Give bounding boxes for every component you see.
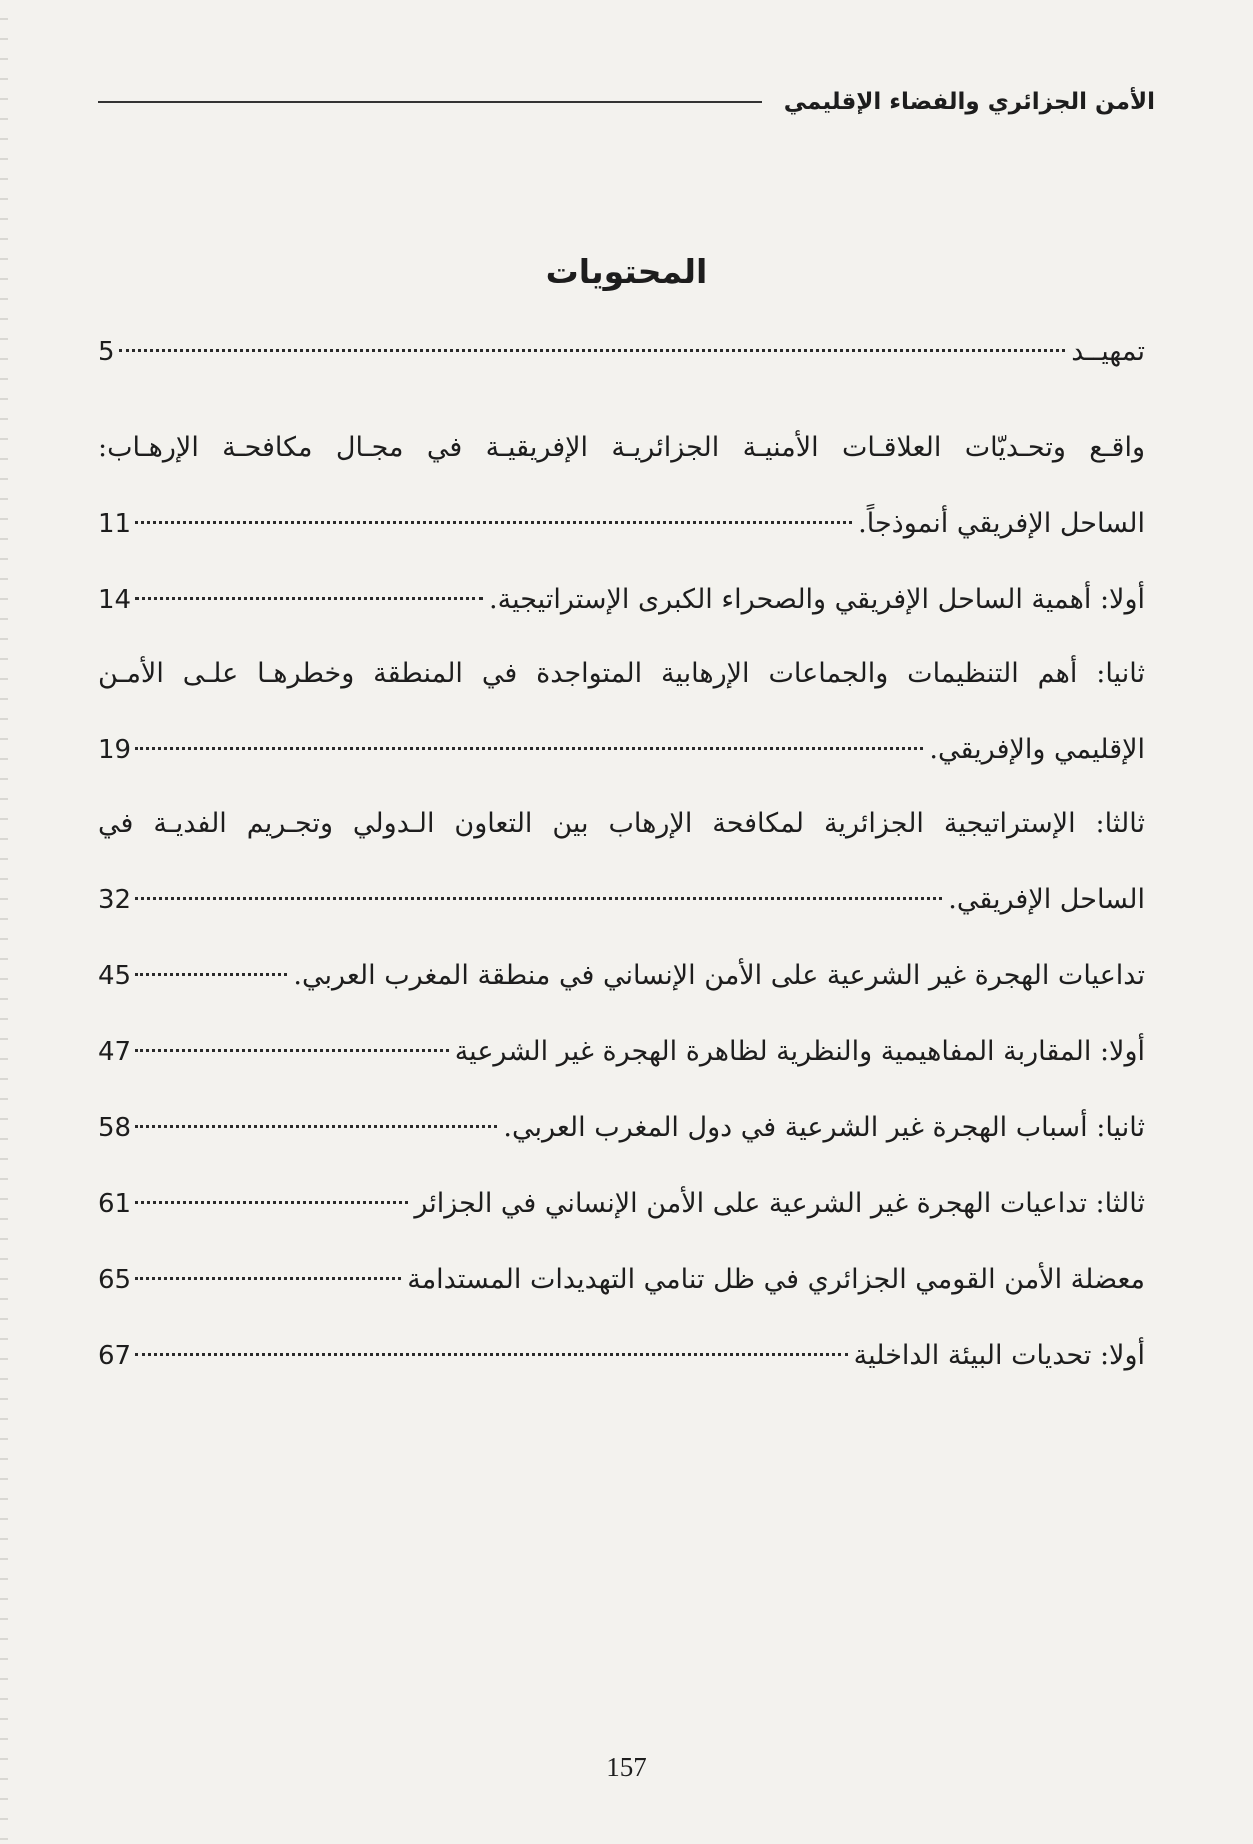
toc-entry-title: تمهيــد — [1071, 336, 1145, 367]
dot-leader — [119, 349, 1066, 352]
toc-heading: المحتويات — [545, 252, 708, 291]
toc-entry-page: 11 — [98, 509, 132, 539]
toc-entry — [98, 654, 1145, 772]
toc-entry-page: 61 — [98, 1189, 132, 1219]
dot-leader — [135, 597, 483, 600]
toc-entry — [98, 578, 1145, 622]
dot-leader — [135, 1125, 497, 1128]
running-header — [98, 82, 1155, 122]
dot-leader — [135, 1277, 401, 1280]
toc-entry — [98, 330, 1145, 374]
toc-entry-page: 67 — [98, 1341, 132, 1371]
toc-entry — [98, 1258, 1145, 1302]
toc-line — [98, 728, 1145, 772]
toc-entry-page: 14 — [98, 585, 132, 615]
toc-line — [98, 1030, 1145, 1074]
toc-line — [98, 878, 1145, 922]
dot-leader — [135, 973, 287, 976]
toc-entry-title: ثالثا: تداعيات الهجرة غير الشرعية على الأمن الإنساني في الجزائر — [414, 1188, 1145, 1219]
toc-entry-page: 65 — [98, 1265, 132, 1295]
table-of-contents — [98, 330, 1145, 1410]
toc-entry — [98, 1030, 1145, 1074]
toc-entry-title: أولا: تحديات البيئة الداخلية — [853, 1340, 1145, 1371]
toc-line — [98, 1182, 1145, 1226]
toc-entry-title: معضلة الأمن القومي الجزائري في ظل تنامي التهديدات المستدامة — [407, 1264, 1145, 1295]
dot-leader — [135, 521, 852, 524]
toc-entry — [98, 1106, 1145, 1150]
page-number: 157 — [606, 1752, 647, 1782]
toc-line — [98, 1334, 1145, 1378]
toc-entry-title: الساحل الإفريقي أنموذجاً. — [858, 508, 1145, 539]
toc-line — [98, 1106, 1145, 1150]
toc-line — [98, 502, 1145, 546]
toc-entry-title: الساحل الإفريقي. — [948, 884, 1145, 915]
toc-entry-title: أولا: أهمية الساحل الإفريقي والصحراء الكبرى الإستراتيجية. — [489, 584, 1145, 615]
toc-entry — [98, 954, 1145, 998]
toc-entry-page: 47 — [98, 1037, 132, 1067]
toc-entry — [98, 1182, 1145, 1226]
toc-entry-page: 19 — [98, 735, 132, 765]
toc-line — [98, 578, 1145, 622]
header-rule — [98, 101, 762, 103]
toc-entry-page: 5 — [98, 337, 115, 367]
toc-entry-title: أولا: المقاربة المفاهيمية والنظرية لظاهرة الهجرة غير الشرعية — [454, 1036, 1145, 1067]
toc-line — [98, 1258, 1145, 1302]
running-title: الأمن الجزائري والفضاء الإقليمي — [783, 89, 1155, 115]
toc-entry — [98, 1334, 1145, 1378]
dot-leader — [135, 1201, 408, 1204]
toc-line — [98, 330, 1145, 374]
toc-entry-line: ثالثا: الإستراتيجية الجزائرية لمكافحة الإرهاب بين التعاون الـدولي وتجـريم الفديـة في — [98, 808, 1145, 839]
dot-leader — [135, 1049, 449, 1052]
toc-entry — [98, 804, 1145, 922]
toc-entry-title: تداعيات الهجرة غير الشرعية على الأمن الإنساني في منطقة المغرب العربي. — [293, 960, 1145, 991]
toc-line — [98, 954, 1145, 998]
toc-entry-page: 58 — [98, 1113, 132, 1143]
dot-leader — [135, 747, 923, 750]
toc-entry-title: ثانيا: أسباب الهجرة غير الشرعية في دول المغرب العربي. — [503, 1112, 1145, 1143]
toc-entry-line: ثانيا: أهم التنظيمات والجماعات الإرهابية المتواجدة في المنطقة وخطرهـا علـى الأمـن — [98, 658, 1145, 689]
toc-entry-line: واقـع وتحـديّات العلاقـات الأمنيـة الجزائريـة الإفريقيـة في مجـال مكافحـة الإرهـاب: — [98, 432, 1145, 463]
toc-entry-page: 32 — [98, 885, 132, 915]
dot-leader — [135, 1353, 848, 1356]
toc-entry — [98, 428, 1145, 546]
dot-leader — [135, 897, 942, 900]
toc-entry-title: الإقليمي والإفريقي. — [929, 734, 1145, 765]
toc-entry-page: 45 — [98, 961, 132, 991]
